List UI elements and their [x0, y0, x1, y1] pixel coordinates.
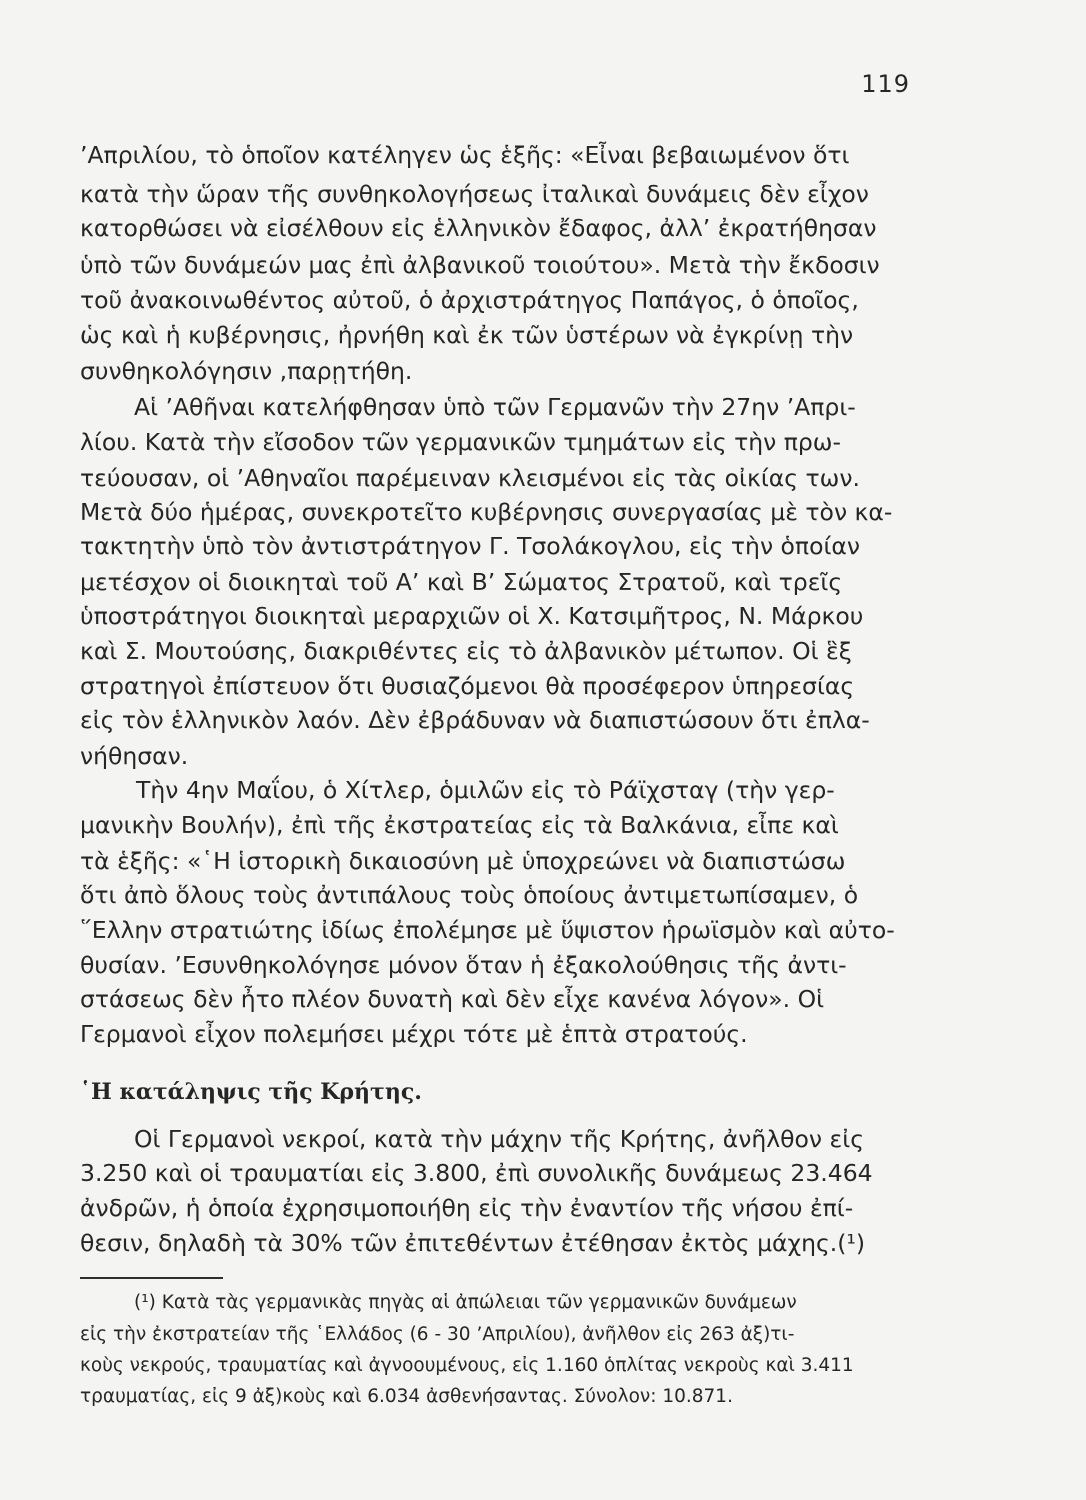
section-line: θεσιν, δηλαδὴ τὰ 30% τῶν ἐπιτεθέντων ἐτέθησαν ἐκτὸς μάχης.(¹) [80, 1229, 866, 1257]
body-line: τεύουσαν, οἱ ’Αθηναῖοι παρέμειναν κλεισμένοι εἰς τὰς οἰκίας των. [80, 464, 860, 492]
footnote-line: κοὺς νεκρούς, τραυματίας καὶ ἀγνοουμένους, εἰς 1.160 ὁπλίτας νεκροὺς καὶ 3.411 [80, 1355, 854, 1376]
body-line: Τὴν 4ην Μαΐου, ὁ Χίτλερ, ὁμιλῶν εἰς τὸ Ράϊχσταγ (τὴν γερ- [136, 776, 835, 804]
footnote-line: (¹) Κατὰ τὰς γερμανικὰς πηγὰς αἱ ἀπώλειαι τῶν γερμανικῶν δυνάμεων [134, 1292, 797, 1313]
body-line: λίου. Κατὰ τὴν εἴσοδον τῶν γερμανικῶν τμημάτων εἰς τὴν πρω- [80, 428, 841, 456]
section-line: ἀνδρῶν, ἡ ὁποία ἐχρησιμοποιήθη εἰς τὴν ἐναντίον τῆς νήσου ἐπί- [80, 1194, 854, 1222]
section-heading: ῾Η κατάληψις τῆς Κρήτης. [80, 1079, 422, 1105]
body-line: στάσεως δὲν ἦτο πλέον δυνατὴ καὶ δὲν εἶχε κανένα λόγον». Οἱ [80, 985, 825, 1013]
body-line: θυσίαν. ’Εσυνθηκολόγησε μόνον ὅταν ἡ ἐξακολούθησις τῆς ἀντι- [80, 951, 847, 979]
body-line: νήθησαν. [80, 742, 189, 770]
body-line: Αἱ ’Αθῆναι κατελήφθησαν ὑπὸ τῶν Γερμανῶν τὴν 27ην ’Απρι- [134, 393, 856, 421]
body-line: ὡς καὶ ἡ κυβέρνησις, ἠρνήθη καὶ ἐκ τῶν ὑστέρων νὰ ἐγκρίνῃ τὴν [80, 321, 854, 349]
page-number: 119 [861, 70, 910, 98]
body-line: εἰς τὸν ἑλληνικὸν λαόν. Δὲν ἐβράδυναν νὰ διαπιστώσουν ὅτι ἐπλα- [80, 706, 870, 734]
body-line: Μετὰ δύο ἡμέρας, συνεκροτεῖτο κυβέρνησις συνεργασίας μὲ τὸν κα- [80, 498, 893, 526]
footnote-rule [80, 1277, 223, 1279]
body-line: τὰ ἑξῆς: «῾Η ἱστορικὴ δικαιοσύνη μὲ ὑποχρεώνει νὰ διαπιστώσω [80, 847, 846, 875]
section-line: 3.250 καὶ οἱ τραυματίαι εἰς 3.800, ἐπὶ συνολικῆς δυνάμεως 23.464 [80, 1159, 873, 1187]
body-line: τοῦ ἀνακοινωθέντος αὐτοῦ, ὁ ἀρχιστράτηγος Παπάγος, ὁ ὁποῖος, [80, 286, 859, 314]
body-line: Γερμανοὶ εἶχον πολεμήσει μέχρι τότε μὲ ἑπτὰ στρατούς. [80, 1020, 748, 1048]
body-line: κατορθώσει νὰ εἰσέλθουν εἰς ἑλληνικὸν ἔδαφος, ἀλλ’ ἐκρατήθησαν [80, 214, 877, 242]
body-line: μανικὴν Βουλήν), ἐπὶ τῆς ἐκστρατείας εἰς τὰ Βαλκάνια, εἶπε καὶ [80, 811, 839, 839]
body-line: ῞Ελλην στρατιώτης ἰδίως ἐπολέμησε μὲ ὕψιστον ἡρωϊσμὸν καὶ αὐτο- [80, 916, 895, 944]
body-line: καὶ Σ. Μουτούσης, διακριθέντες εἰς τὸ ἀλβανικὸν μέτωπον. Οἱ ἓξ [80, 637, 852, 665]
body-line: ὑποστράτηγοι διοικηταὶ μεραρχιῶν οἱ Χ. Κατσιμῆτρος, Ν. Μάρκου [80, 602, 864, 630]
footnote-line: τραυματίας, εἰς 9 ἀξ)κοὺς καὶ 6.034 ἀσθενήσαντας. Σύνολον: 10.871. [80, 1386, 733, 1407]
footnote-line: εἰς τὴν ἐκστρατείαν τῆς ῾Ελλάδος (6 - 30 ’Απριλίου), ἀνῆλθον εἰς 263 ἀξ)τι- [80, 1324, 795, 1345]
body-line: ’Απριλίου, τὸ ὁποῖον κατέληγεν ὡς ἑξῆς: «Εἶναι βεβαιωμένον ὅτι [80, 141, 850, 169]
body-line: τακτητὴν ὑπὸ τὸν ἀντιστράτηγον Γ. Τσολάκογλου, εἰς τὴν ὁποίαν [80, 532, 861, 560]
section-line: Οἱ Γερμανοὶ νεκροί, κατὰ τὴν μάχην τῆς Κρήτης, ἀνῆλθον εἰς [134, 1125, 864, 1153]
body-line: στρατηγοὶ ἐπίστευον ὅτι θυσιαζόμενοι θὰ προσέφερον ὑπηρεσίας [80, 672, 855, 700]
body-line: ὅτι ἀπὸ ὅλους τοὺς ἀντιπάλους τοὺς ὁποίους ἀντιμετωπίσαμεν, ὁ [80, 881, 859, 909]
body-line: ὑπὸ τῶν δυνάμεών μας ἐπὶ ἀλβανικοῦ τοιούτου». Μετὰ τὴν ἔκδοσιν [80, 251, 880, 279]
body-line: συνθηκολόγησιν ,παρῃτήθη. [80, 357, 413, 385]
body-line: μετέσχον οἱ διοικηταὶ τοῦ Α’ καὶ Β’ Σώματος Στρατοῦ, καὶ τρεῖς [80, 568, 843, 596]
body-line: κατὰ τὴν ὥραν τῆς συνθηκολογήσεως ἰταλικαὶ δυνάμεις δὲν εἶχον [80, 180, 869, 208]
